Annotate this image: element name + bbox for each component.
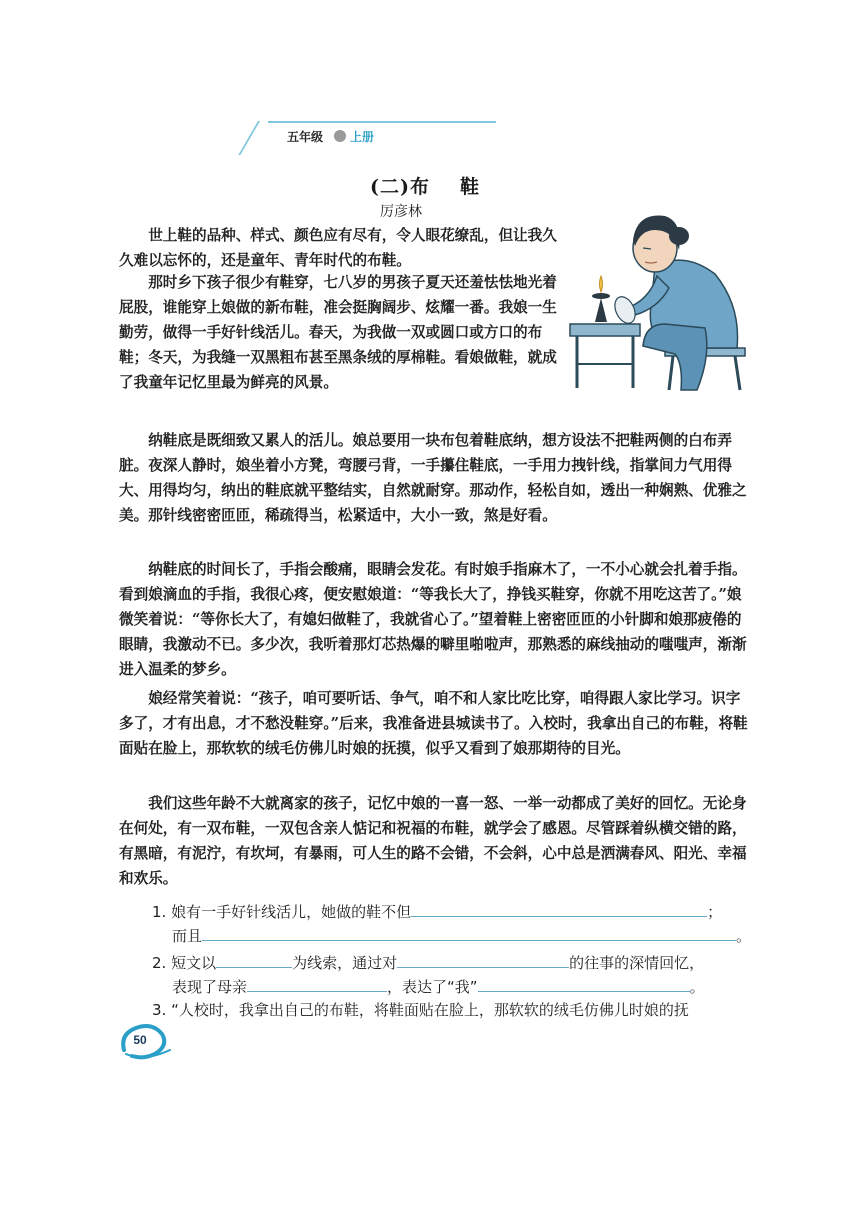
q2-prompt: 2. 短文以 <box>152 954 217 972</box>
title-part2: 鞋 <box>459 176 480 198</box>
question-3: 3. “人校时，我拿出自己的布鞋，将鞋面贴在脸上，那软软的绒毛仿佛儿时娘的抚 <box>152 1001 689 1019</box>
question-1-line2 <box>172 924 751 946</box>
page-number-badge <box>118 1020 174 1060</box>
q2-blank-4[interactable] <box>478 975 690 992</box>
paragraph-1: 世上鞋的品种、样式、颜色应有尽有，令人眼花缭乱，但让我久久难以忘怀的，还是童年、青年时代的布鞋。 <box>119 227 557 269</box>
q1-blank-2[interactable] <box>202 924 736 941</box>
dot-icon <box>334 130 346 142</box>
title-part1: (二)布 <box>370 176 430 198</box>
q1-line2-label: 而且 <box>172 927 203 945</box>
q2-mid1: 为线索，通过对 <box>292 954 398 972</box>
q2-blank-2[interactable] <box>397 951 569 968</box>
q2-blank-1[interactable] <box>216 951 292 968</box>
q2-end: 。 <box>689 978 705 996</box>
paragraph-3: 纳鞋底是既细致又累人的活儿。娘总要用一块布包着鞋底纳，想方设法不把鞋两侧的白布弄脏。夜深人静时，娘坐着小方凳，弯腰弓背，一手攥住鞋底，一手用力拽针线，指掌间力气用得大、用得均匀，纳出的鞋底就平整结实，自然就耐穿。那动作，轻松自如，透出一种娴熟、优雅之美。那针线密密匝匝，稀疏得当，松紧适中，大小一致，煞是好看。 <box>119 432 747 524</box>
question-1 <box>152 900 722 922</box>
q2-line2-label: 表现了母亲 <box>172 978 248 996</box>
question-2 <box>152 951 704 973</box>
q1-end1: ； <box>707 903 723 921</box>
grade-label: 五年级 <box>287 130 324 144</box>
header-rule <box>268 121 496 123</box>
volume-label: 上册 <box>350 130 375 144</box>
page-number: 50 <box>133 1033 147 1047</box>
q2-mid3: ，表达了“我” <box>387 978 478 996</box>
q2-blank-3[interactable] <box>247 975 387 992</box>
question-2-line2 <box>172 975 705 997</box>
article-author: 厉彦林 <box>380 204 422 220</box>
q1-end2: 。 <box>736 927 752 945</box>
paragraph-2: 那时乡下孩子很少有鞋穿，七八岁的男孩子夏天还羞怯怯地光着屁股，谁能穿上娘做的新布鞋，准会挺胸阔步、炫耀一番。我娘一生勤劳，做得一手好针线活儿。春天，为我做一双或圆口或方口的布鞋；冬天，为我缝一双黑粗布甚至黑条绒的厚棉鞋。看娘做鞋，就成了我童年记忆里最为鲜亮的风景。 <box>119 274 557 391</box>
paragraph-6: 我们这些年龄不大就离家的孩子，记忆中娘的一喜一怒、一举一动都成了美好的回忆。无论身在何处，有一双布鞋，一双包含亲人惦记和祝福的布鞋，就学会了感恩。尽管踩着纵横交错的路，有黑暗，有泥泞，有坎坷，有暴雨，可人生的路不会错，不会斜，心中总是洒满春风、阳光、幸福和欢乐。 <box>119 795 747 887</box>
q1-prompt: 1. 娘有一手好针线活儿，她做的鞋不但 <box>152 903 412 921</box>
article-title <box>370 172 480 199</box>
q1-blank-1[interactable] <box>411 900 707 917</box>
paragraph-4: 纳鞋底的时间长了，手指会酸痛，眼睛会发花。有时娘手指麻木了，一不小心就会扎着手指。看到娘滴血的手指，我很心疼，便安慰娘道：“等我长大了，挣钱买鞋穿，你就不用吃这苦了。”娘微笑着说：“等你长大了，有媳妇做鞋了，我就省心了。”望着鞋上密密匝匝的小针脚和娘那疲倦的眼睛，我激动不已。多少次，我听着那灯芯热爆的噼里啪啦声，那熟悉的麻线抽动的嗤嗤声，渐渐进入温柔的梦乡。 <box>119 561 747 678</box>
header-slash <box>238 121 276 155</box>
mother-sewing-shoe-illustration <box>565 196 747 394</box>
paragraph-5: 娘经常笑着说：“孩子，咱可要听话、争气，咱不和人家比吃比穿，咱得跟人家比学习。识字多了，才有出息，才不愁没鞋穿。”后来，我准备进县城读书了。入校时，我拿出自己的布鞋，将鞋面贴在脸上，那软软的绒毛仿佛儿时娘的抚摸，似乎又看到了娘那期待的目光。 <box>119 690 748 757</box>
q2-mid2: 的往事的深情回忆， <box>569 954 705 972</box>
